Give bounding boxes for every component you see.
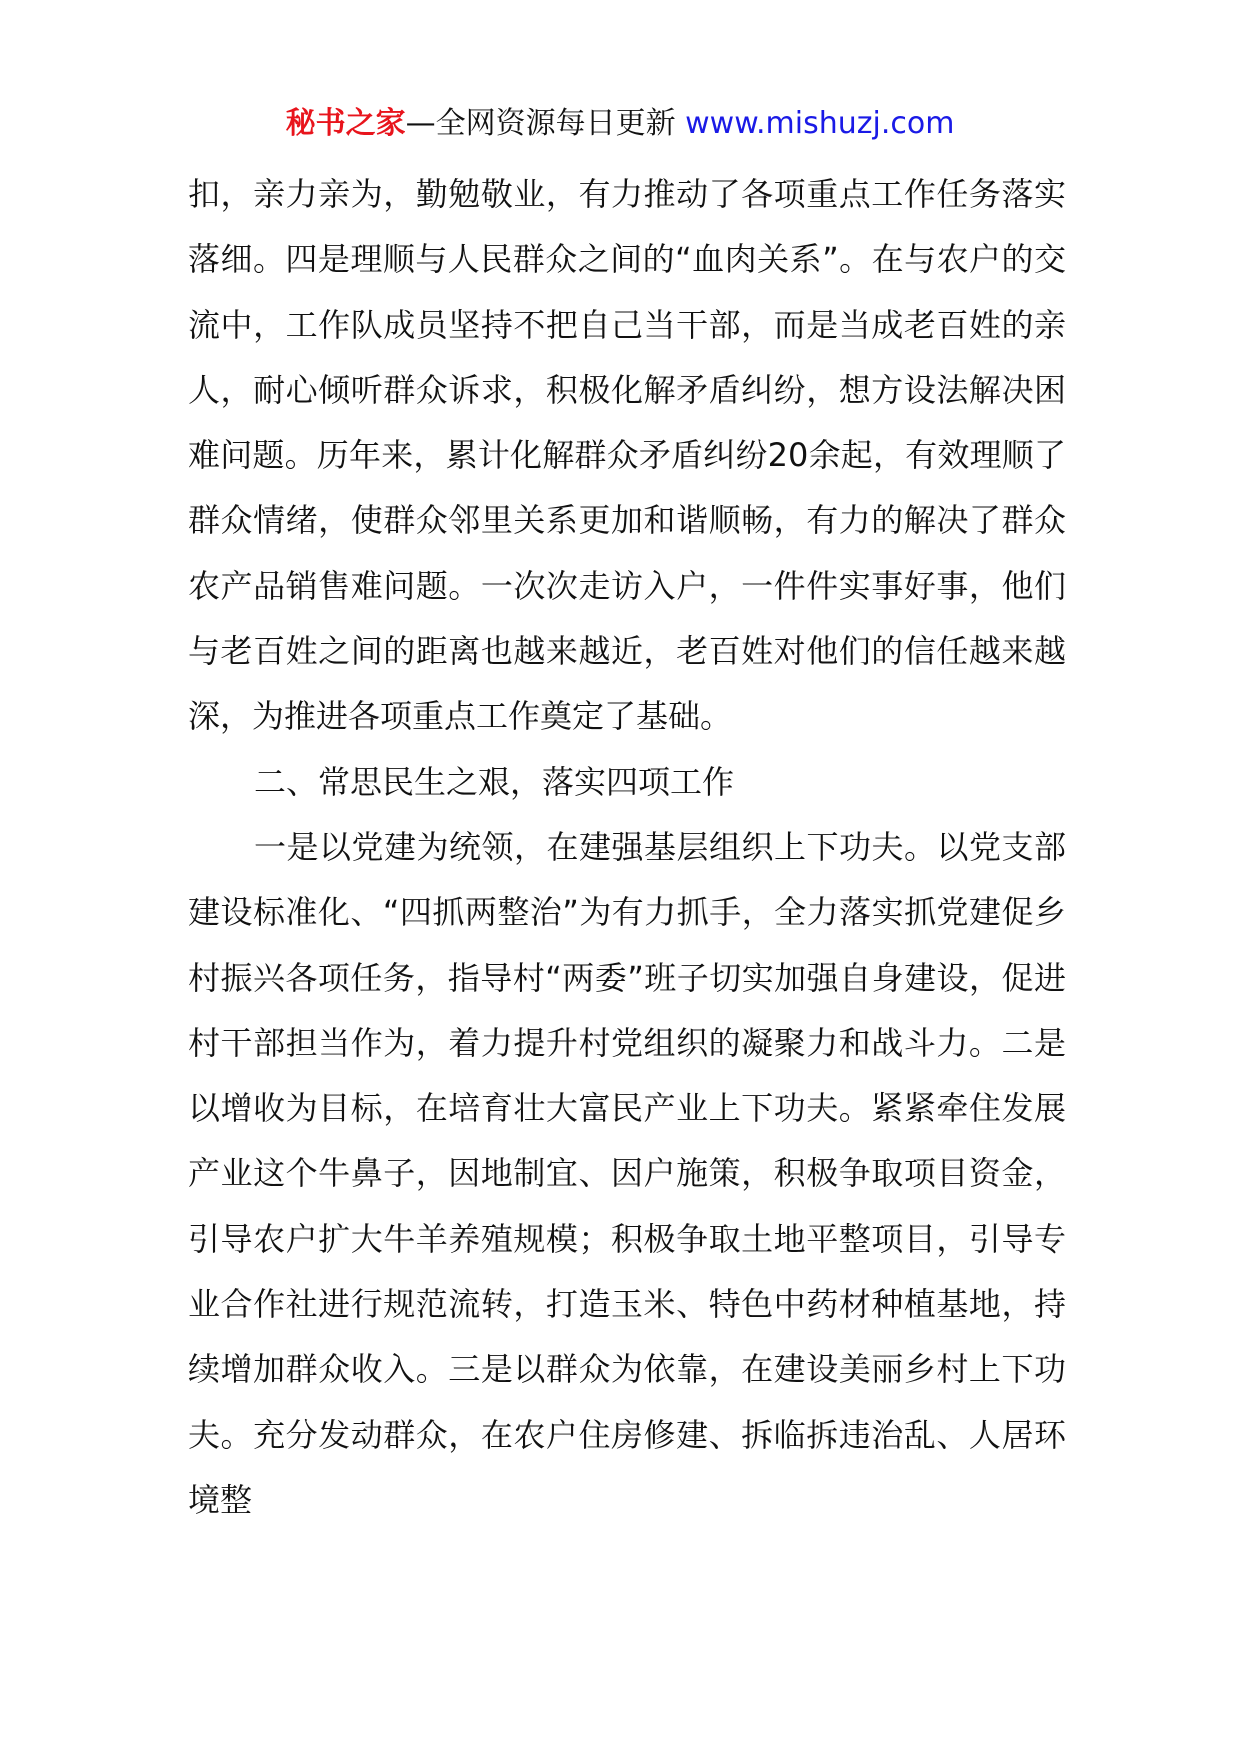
paragraph: 一是以党建为统领，在建强基层组织上下功夫。以党支部建设标准化、“四抓两整治”为有力抓手，全力落实抓党建促乡村振兴各项任务，指导村“两委”班子切实加强自身建设，促进村干部担当作为，着力提升村党组织的凝聚力和战斗力。二是以增收为目标，在培育壮大富民产业上下功夫。紧紧牵住发展产业这个牛鼻子，因地制宜、因户施策，积极争取项目资金，引导农户扩大牛羊养殖规模；积极争取土地平整项目，引导专业合作社进行规范流转，打造玉米、特色中药材种植基地，持续增加群众收入。三是以群众为依靠，在建设美丽乡村上下功夫。充分发动群众，在农户住房修建、拆临拆违治乱、人居环境整: [188, 827, 1066, 1519]
document-body: [188, 162, 1066, 1533]
page-header: [0, 102, 1240, 146]
site-tagline: —全网资源每日更新: [405, 106, 676, 141]
site-url-link[interactable]: www.mishuzj.com: [685, 106, 955, 141]
paragraph-continued: 扣，亲力亲为，勤勉敬业，有力推动了各项重点工作任务落实落细。四是理顺与人民群众之间的“血肉关系”。在与农户的交流中，工作队成员坚持不把自己当干部，而是当成老百姓的亲人，耐心倾听群众诉求，积极化解矛盾纠纷，想方设法解决困难问题。历年来，累计化解群众矛盾纠纷20余起，有效理顺了群众情绪，使群众邻里关系更加和谐顺畅，有力的解决了群众农产品销售难问题。一次次走访入户，一件件实事好事，他们与老百姓之间的距离也越来越近，老百姓对他们的信任越来越深，为推进各项重点工作奠定了基础。: [188, 175, 1066, 736]
site-brand: 秘书之家: [285, 106, 406, 141]
section-heading: 二、常思民生之艰，落实四项工作: [254, 762, 735, 801]
